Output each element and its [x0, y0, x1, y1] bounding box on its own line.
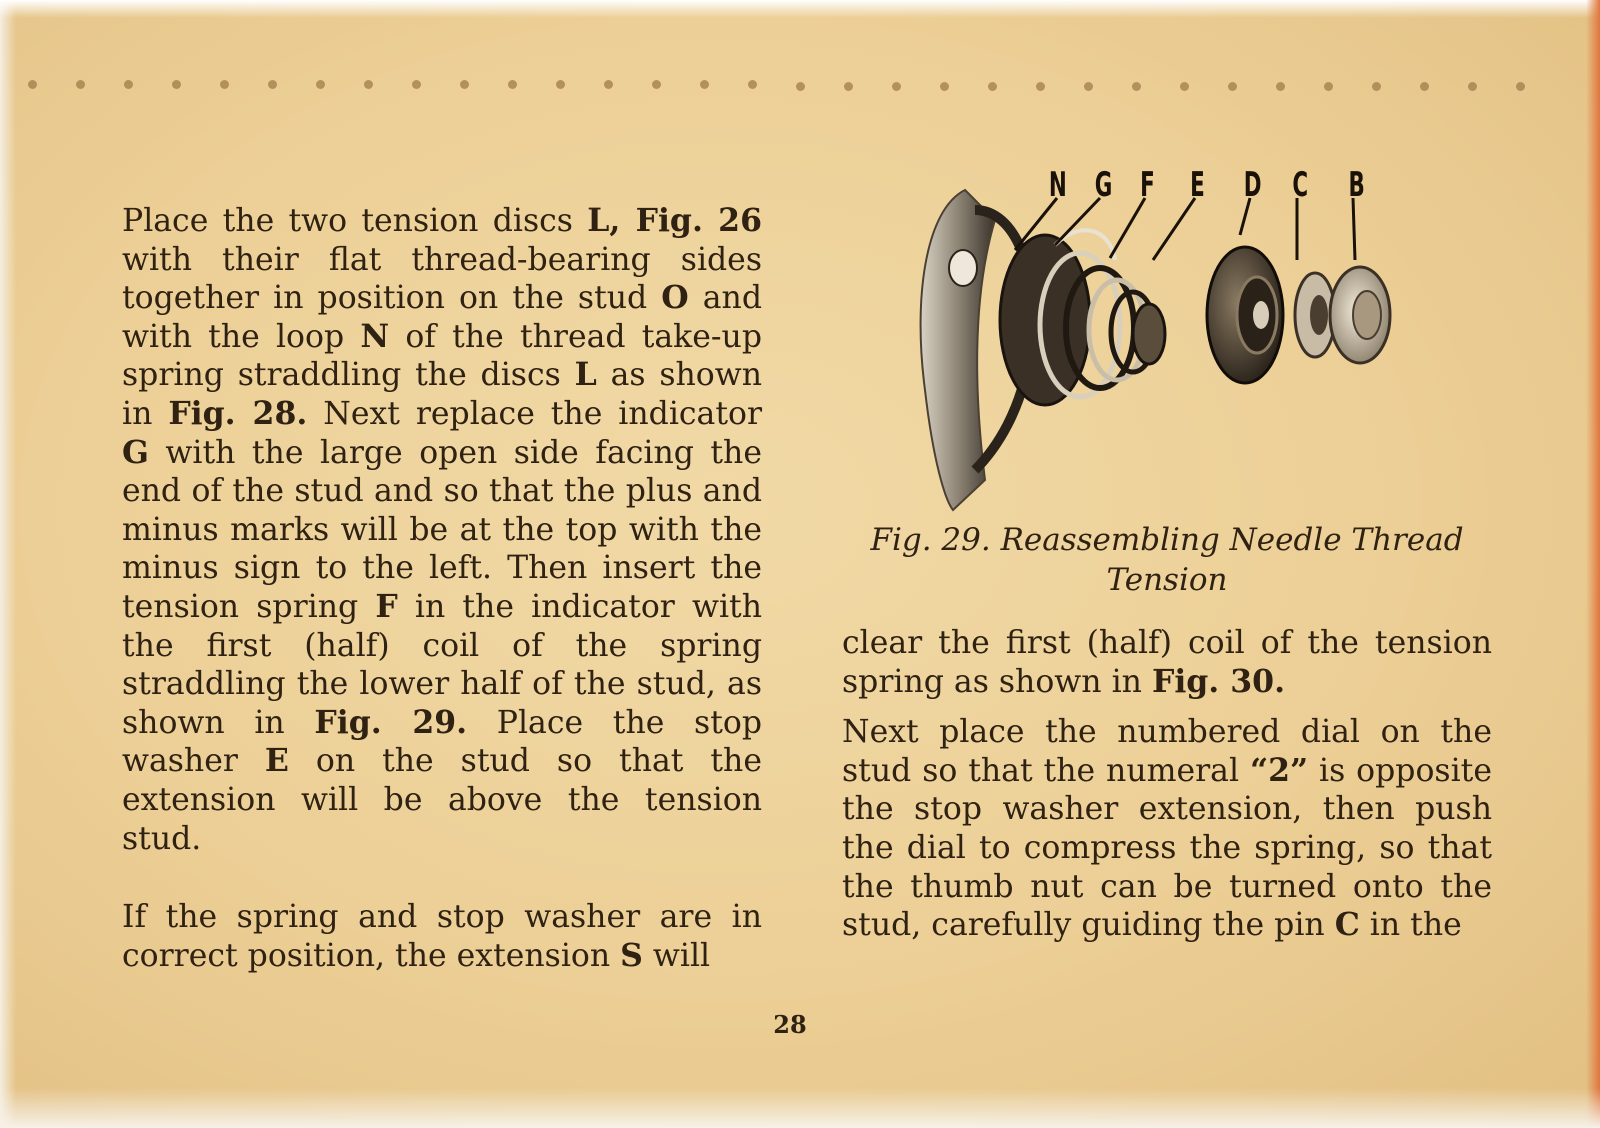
figure-label-c: C: [1292, 165, 1309, 205]
decorative-dot: [1516, 82, 1525, 91]
page-edge-left: [0, 0, 16, 1128]
decorative-dot: [124, 80, 133, 89]
figure-label-e: E: [1190, 165, 1205, 205]
figure-label-n: N: [1048, 165, 1067, 205]
decorative-dot: [748, 80, 757, 89]
page-edge-bottom: [0, 1088, 1600, 1128]
decorative-dot: [412, 80, 421, 89]
decorative-dot-row: [28, 80, 1568, 100]
figure-caption-line-2: Tension: [1106, 562, 1228, 598]
decorative-dot: [460, 80, 469, 89]
decorative-dot: [1132, 82, 1141, 91]
decorative-dot: [364, 80, 373, 89]
decorative-dot: [508, 80, 517, 89]
decorative-dot: [940, 82, 949, 91]
decorative-dot: [1372, 82, 1381, 91]
page-number: 28: [773, 1010, 807, 1039]
tension-assembly-figure: [905, 150, 1425, 520]
decorative-dot: [268, 80, 277, 89]
decorative-dot: [1180, 82, 1189, 91]
decorative-dot: [1324, 82, 1333, 91]
figure-caption: [842, 520, 1492, 600]
figure-caption-line-1: Fig. 29. Reassembling Needle Thread: [870, 522, 1464, 558]
page-edge-top: [0, 0, 1600, 18]
decorative-dot: [172, 80, 181, 89]
decorative-dot: [700, 80, 709, 89]
decorative-dot: [220, 80, 229, 89]
decorative-dot: [1084, 82, 1093, 91]
figure-label-f: F: [1140, 165, 1155, 205]
decorative-dot: [1276, 82, 1285, 91]
decorative-dot: [892, 82, 901, 91]
decorative-dot: [76, 80, 85, 89]
decorative-dot: [1468, 82, 1477, 91]
decorative-dot: [844, 82, 853, 91]
right-paragraph-1: clear the first (half) coil of the tension spring as shown in Fig. 30.: [842, 625, 1492, 700]
left-text-column: [122, 202, 762, 975]
right-text-column: [842, 624, 1492, 945]
thumb-nut-part: [1330, 267, 1390, 363]
decorative-dot: [28, 80, 37, 89]
decorative-dot: [604, 80, 613, 89]
decorative-dot: [988, 82, 997, 91]
figure-label-b: B: [1348, 165, 1365, 205]
page-edge-right: [1586, 0, 1600, 1128]
numbered-dial-part: [1207, 247, 1283, 383]
left-paragraph-2: If the spring and stop washer are in correct position, the extension S will: [122, 899, 762, 974]
decorative-dot: [796, 82, 805, 91]
tension-spring-stack: [1000, 230, 1165, 405]
figure-label-g: G: [1094, 165, 1113, 205]
right-paragraph-2: Next place the numbered dial on the stud so that the numeral “2” is opposite the stop washer extension, then push the dial to compress the spring, so that the thumb nut can be turned onto the stud, carefully guiding the pin C in the: [842, 714, 1492, 944]
decorative-dot: [316, 80, 325, 89]
figure-label-d: D: [1243, 165, 1262, 205]
decorative-dot: [652, 80, 661, 89]
left-paragraph-1: Place the two tension discs L, Fig. 26 with their flat thread-bearing sides together in position on the stud O and with the loop N of the thread take-up spring straddling the discs L as shown in Fig. 28. Next replace the indicator G with the large open side facing the end of the stud and so that the plus and minus marks will be at the top with the minus sign to the left. Then insert the tension spring F in the indicator with the first (half) coil of the spring straddling the lower half of the stud, as shown in Fig. 29. Place the stop washer E on the stud so that the extension will be above the tension stud.: [122, 202, 763, 857]
decorative-dot: [556, 80, 565, 89]
decorative-dot: [1228, 82, 1237, 91]
tension-parts-illustration: [905, 150, 1425, 520]
decorative-dot: [1420, 82, 1429, 91]
figure-labels: [1035, 165, 1415, 205]
decorative-dot: [1036, 82, 1045, 91]
